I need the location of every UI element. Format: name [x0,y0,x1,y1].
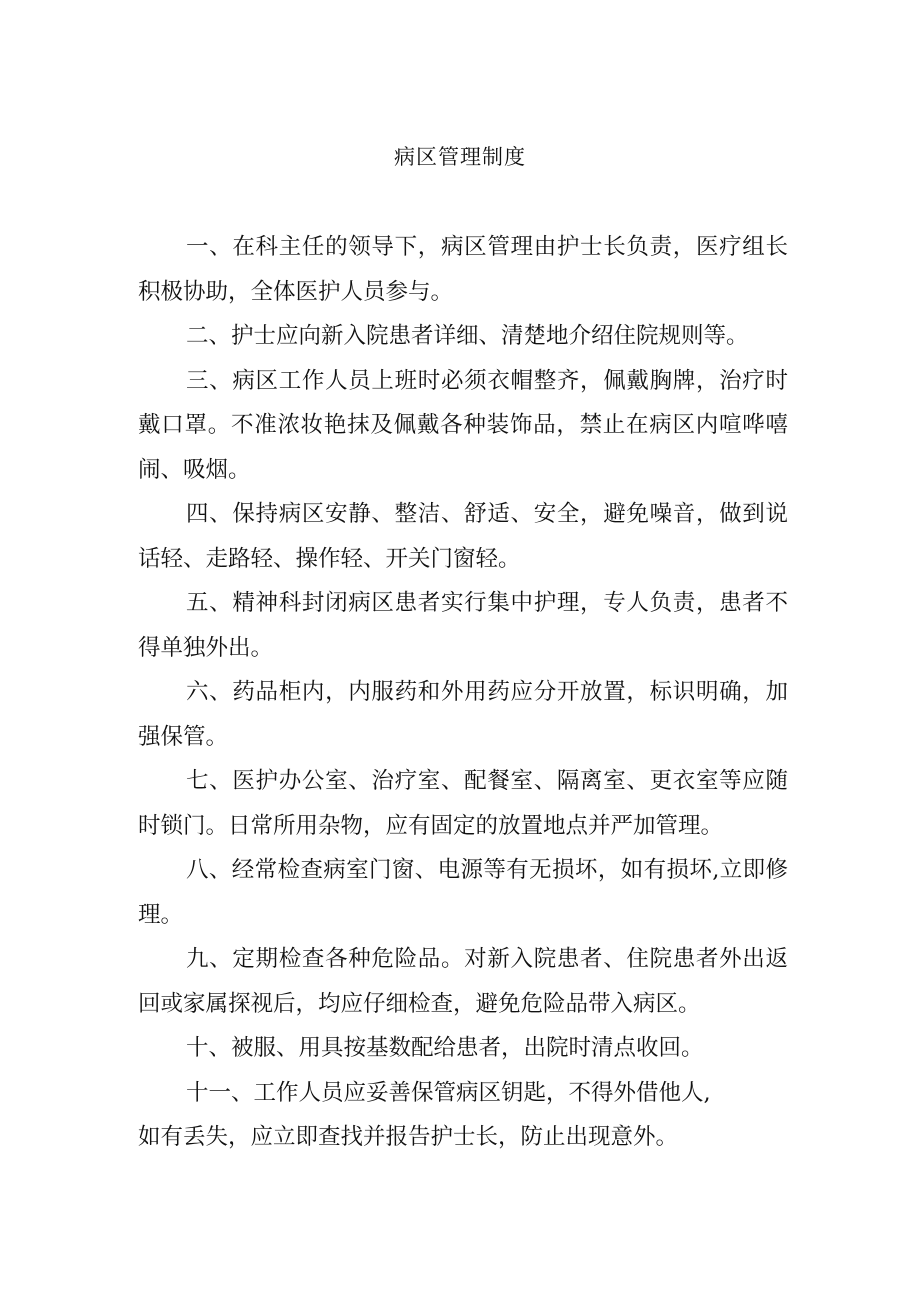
rule-8: 八、经常检查病室门窗、电源等有无损坏，如有损坏,立即修理。 [138,857,788,928]
document-body [138,225,788,1160]
rule-10: 十、被服、用具按基数配给患者，出院时清点收回。 [186,1035,704,1061]
rule-11-line-1: 十一、工作人员应妥善保管病区钥匙，不得外借他人, [186,1079,711,1106]
rule-11-line-2: 如有丢失，应立即查找并报告护士长，防止出现意外。 [138,1124,679,1150]
rule-2: 二、护士应向新入院患者详细、清楚地介绍住院规则等。 [186,323,749,349]
rule-7: 七、医护办公室、治疗室、配餐室、隔离室、更衣室等应随时锁门。日常所用杂物，应有固定的放置地点并严加管理。 [138,768,788,839]
rule-9: 九、定期检查各种危险品。对新入院患者、住院患者外出返回或家属探视后，均应仔细检查，避免危险品带入病区。 [138,946,788,1017]
document-title: 病区管理制度 [394,145,526,169]
rule-3: 三、病区工作人员上班时必须衣帽整齐，佩戴胸牌，治疗时戴口罩。不准浓妆艳抹及佩戴各种装饰品，禁止在病区内喧哗嘻闹、吸烟。 [138,367,788,483]
rule-5: 五、精神科封闭病区患者实行集中护理，专人负责，患者不得单独外出。 [138,590,788,661]
rule-6: 六、药品柜内，内服药和外用药应分开放置，标识明确，加强保管。 [138,679,788,750]
rule-11 [138,1071,788,1160]
rule-4: 四、保持病区安静、整洁、舒适、安全，避免噪音，做到说话轻、走路轻、操作轻、开关门窗轻。 [138,501,788,572]
rule-1: 一、在科主任的领导下，病区管理由护士长负责，医疗组长积极协助，全体医护人员参与。 [138,234,788,305]
